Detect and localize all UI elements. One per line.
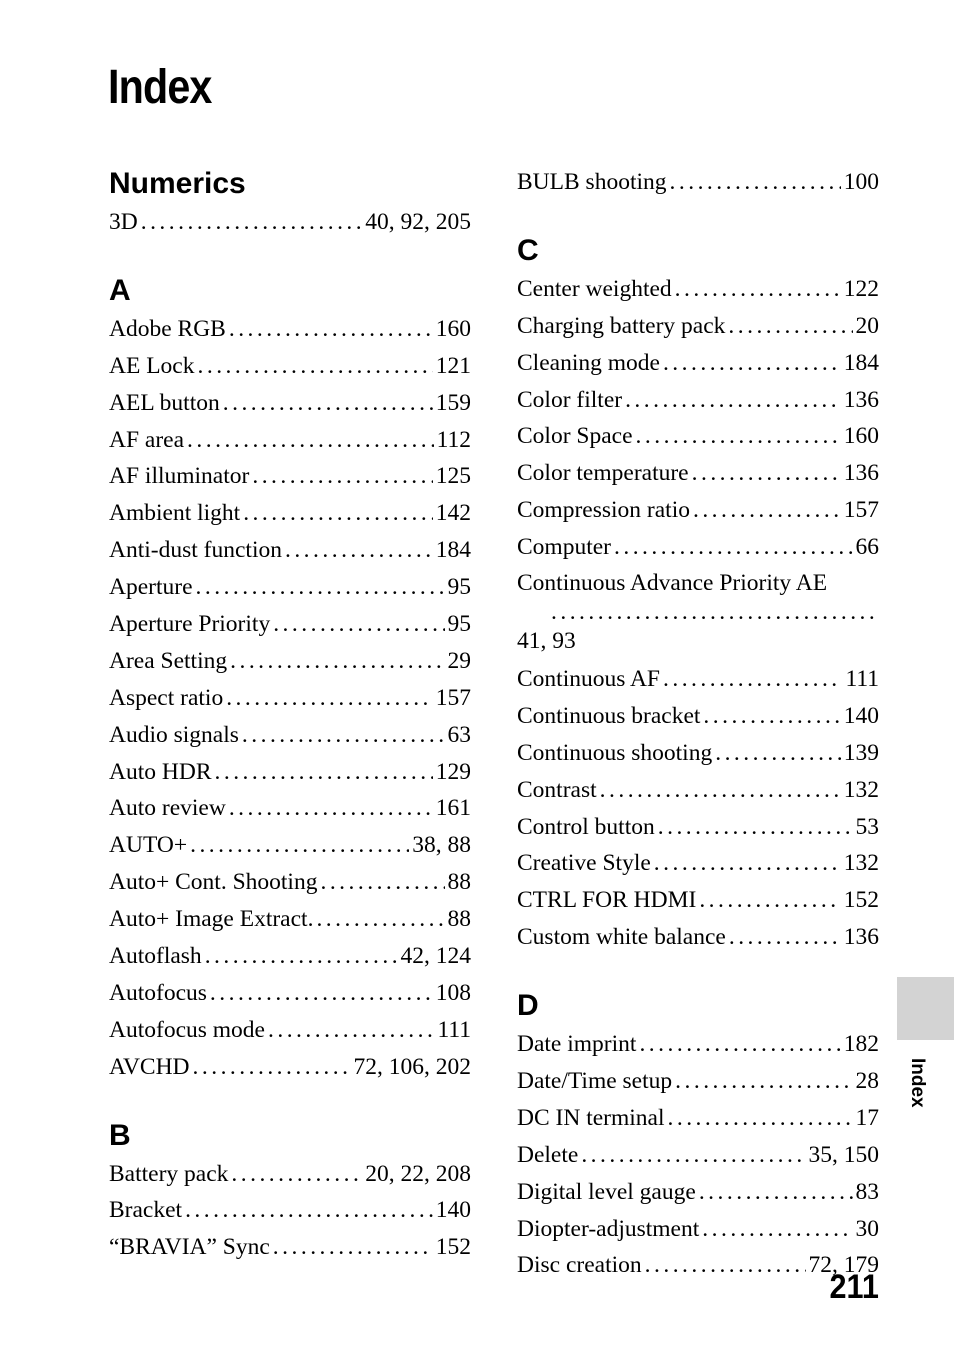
dot-leader (268, 1012, 434, 1049)
index-entry (109, 864, 471, 901)
index-entry-pages: 66 (855, 534, 879, 561)
section-heading-b: B (109, 1118, 131, 1152)
index-entry (109, 1192, 471, 1229)
dot-leader (230, 643, 444, 680)
dot-leader (205, 938, 398, 975)
index-entry-term: Autoflash (109, 943, 202, 970)
index-entry-term: Date imprint (517, 1031, 637, 1058)
dot-leader (693, 492, 841, 529)
index-entry (109, 606, 471, 643)
index-entry-pages: 20, 22, 208 (365, 1160, 471, 1187)
index-entry-term: Continuous Advance Priority AE (517, 570, 828, 597)
index-entry-term: Digital level gauge (517, 1178, 696, 1205)
index-entry-pages: 53 (855, 813, 879, 840)
dot-leader (581, 1137, 805, 1174)
dot-leader (231, 1156, 362, 1193)
section-b-continued-entries (517, 164, 879, 201)
index-entry-pages: 95 (447, 611, 471, 638)
index-entry-pages: 136 (843, 460, 879, 487)
dot-leader (285, 532, 433, 569)
index-entry (109, 1049, 471, 1086)
index-entry (517, 661, 879, 698)
index-entry (517, 455, 879, 492)
index-entry (517, 698, 879, 735)
index-entry (109, 458, 471, 495)
index-entry (109, 827, 471, 864)
index-entry-pages: 88 (447, 906, 471, 933)
dot-leader (196, 569, 445, 606)
index-entry (109, 901, 471, 938)
index-entry (517, 772, 879, 809)
index-entry (109, 938, 471, 975)
index-entry-pages: 152 (843, 887, 879, 914)
page-title: Index (108, 61, 212, 114)
index-entry-pages: 111 (845, 666, 879, 693)
page-number: 211 (829, 1268, 879, 1306)
dot-leader (193, 1049, 351, 1086)
dot-leader (675, 1063, 852, 1100)
dot-leader (639, 1026, 840, 1063)
index-entry (109, 790, 471, 827)
index-entry-pages: 157 (843, 497, 879, 524)
dot-leader (668, 1100, 853, 1137)
index-entry-pages: 83 (855, 1178, 879, 1205)
index-entry-term: 3D (109, 209, 138, 235)
index-entry-pages: 111 (437, 1016, 471, 1043)
index-entry (517, 882, 879, 919)
index-entry (517, 1211, 879, 1248)
section-heading-c: C (517, 233, 539, 267)
index-entry (517, 345, 879, 382)
index-entry (517, 1174, 879, 1211)
index-entry-pages: 136 (843, 924, 879, 951)
index-entry-term: AUTO+ (109, 832, 188, 859)
index-entry-term: AF illuminator (109, 463, 250, 490)
index-entry-term: Auto+ Image Extract. (109, 906, 314, 933)
index-entry-term: Control button (517, 813, 655, 840)
dot-leader (663, 345, 841, 382)
index-entry (517, 809, 879, 846)
index-thumb-tab (897, 977, 954, 1040)
index-entry-pages: 159 (435, 389, 471, 416)
index-entry-pages: 132 (843, 776, 879, 803)
index-entry-pages: 72, 106, 202 (353, 1053, 471, 1080)
index-entry (109, 348, 471, 385)
index-column-left (109, 164, 471, 1266)
index-entry-pages: 140 (435, 1197, 471, 1224)
dot-leader (198, 348, 433, 385)
index-entry-term: Aspect ratio (109, 684, 224, 711)
index-entry-term: AF area (109, 426, 185, 453)
index-entry (109, 717, 471, 754)
index-entry (109, 680, 471, 717)
index-entry (517, 1137, 879, 1174)
index-entry-pages: 38, 88 (412, 832, 471, 859)
index-entry (517, 308, 879, 345)
index-entry-pages: 88 (447, 869, 471, 896)
dot-leader (185, 1192, 433, 1229)
index-entry-term: Ambient light (109, 500, 241, 527)
dot-leader (702, 1211, 852, 1248)
dot-leader (215, 754, 433, 791)
index-entry-pages: 182 (843, 1031, 879, 1058)
index-entry-pages: 140 (843, 702, 879, 729)
dot-leader (229, 311, 433, 348)
section-a-entries (109, 311, 471, 1086)
index-entry-pages: 184 (435, 537, 471, 564)
dot-leader (229, 790, 433, 827)
dot-leader (141, 204, 363, 241)
index-entry (517, 1100, 879, 1137)
index-entry-pages: 132 (843, 850, 879, 877)
dot-leader (226, 680, 433, 717)
index-entry-term: Auto review (109, 795, 226, 822)
index-entry-term: Color temperature (517, 460, 689, 487)
index-entry (109, 422, 471, 459)
index-entry-pages: 184 (843, 349, 879, 376)
index-entry-pages: 28 (855, 1068, 879, 1095)
index-entry-term: Delete (517, 1141, 579, 1168)
index-entry (517, 919, 879, 956)
section-b-entries (109, 1156, 471, 1267)
index-entry-term: Custom white balance (517, 924, 726, 951)
index-entry-pages: 125 (435, 463, 471, 490)
dot-leader (223, 385, 433, 422)
index-entry (109, 1229, 471, 1266)
index-entry-term: Contrast (517, 776, 597, 803)
index-entry-pages: 139 (843, 739, 879, 766)
index-entry-pages: 40, 92, 205 (365, 209, 471, 235)
dot-leader (316, 901, 444, 938)
section-heading-numerics: Numerics (109, 167, 246, 200)
index-entry (109, 1156, 471, 1193)
index-entry (517, 1026, 879, 1063)
index-entry (517, 492, 879, 529)
index-entry-term: Continuous AF (517, 666, 660, 693)
dot-leader (273, 606, 444, 643)
dot-leader (729, 919, 841, 956)
section-heading-d: D (517, 989, 539, 1023)
index-entry-pages: 20 (855, 312, 879, 339)
dot-leader (190, 827, 409, 864)
dot-leader (645, 1247, 806, 1284)
index-entry-term: Creative Style (517, 850, 651, 877)
index-entry-term: Cleaning mode (517, 349, 660, 376)
dot-leader (728, 308, 852, 345)
index-entry-pages: 35, 150 (808, 1141, 879, 1168)
index-entry (109, 311, 471, 348)
index-entry-term: AVCHD (109, 1053, 190, 1080)
index-entry-pages: 41, 93 (517, 628, 576, 655)
index-entry-pages: 108 (435, 979, 471, 1006)
index-entry (109, 643, 471, 680)
index-entry-term: Audio signals (109, 721, 239, 748)
dot-leader (551, 598, 876, 627)
index-entry-term: DC IN terminal (517, 1104, 665, 1131)
section-d-entries (517, 1026, 879, 1284)
index-entry-term: Charging battery pack (517, 312, 726, 339)
index-entry-pages: 100 (843, 169, 879, 195)
index-entry-term: BULB shooting (517, 169, 667, 195)
index-entry (109, 495, 471, 532)
index-entry (517, 845, 879, 882)
index-entry (109, 569, 471, 606)
dot-leader (699, 882, 840, 919)
dot-leader (242, 717, 445, 754)
index-entry-term: Center weighted (517, 275, 672, 302)
index-entry (517, 1063, 879, 1100)
index-entry (517, 529, 879, 566)
index-entry-term: Autofocus mode (109, 1016, 265, 1043)
index-entry-pages: 152 (435, 1234, 471, 1261)
index-entry-pages: 161 (435, 795, 471, 822)
index-entry (109, 532, 471, 569)
index-entry (517, 382, 879, 419)
index-entry-term: Anti-dust function (109, 537, 282, 564)
index-entry-pages: 63 (447, 721, 471, 748)
dot-leader (654, 845, 841, 882)
dot-leader (663, 661, 842, 698)
dot-leader (670, 164, 841, 201)
index-entry-term: Color Space (517, 423, 633, 450)
index-entry-term: Continuous shooting (517, 739, 713, 766)
index-entry-term: Auto+ Cont. Shooting (109, 869, 318, 896)
index-entry-term: Aperture (109, 574, 193, 601)
index-entry-pages: 121 (435, 352, 471, 379)
index-entry-pages: 160 (843, 423, 879, 450)
index-entry (109, 1012, 471, 1049)
dot-leader (320, 864, 444, 901)
dot-leader (699, 1174, 853, 1211)
index-entry-term: Aperture Priority (109, 611, 271, 638)
dot-leader (252, 458, 432, 495)
index-entry (109, 754, 471, 791)
index-entry-pages: 30 (855, 1215, 879, 1242)
dot-leader (715, 735, 841, 772)
index-entry (517, 164, 879, 201)
index-entry-pages: 95 (447, 574, 471, 601)
index-entry (109, 975, 471, 1012)
dot-leader (636, 418, 841, 455)
index-entry-pages: 129 (435, 758, 471, 785)
section-heading-a: A (109, 273, 131, 307)
dot-leader (273, 1229, 433, 1266)
dot-leader (703, 698, 840, 735)
index-entry-term: “BRAVIA” Sync (109, 1234, 270, 1261)
section-c-entries (517, 271, 879, 956)
index-entry-pages: 29 (447, 647, 471, 674)
index-entry-term: Bracket (109, 1197, 183, 1224)
index-entry-term: Disc creation (517, 1252, 642, 1279)
dot-leader (187, 422, 434, 459)
index-entry-pages: 142 (435, 500, 471, 527)
index-entry-pages: 160 (435, 315, 471, 342)
index-entry (517, 735, 879, 772)
index-entry-pages: 136 (843, 386, 879, 413)
dot-leader (658, 809, 853, 846)
index-entry-term: Compression ratio (517, 497, 690, 524)
index-entry-term: Area Setting (109, 647, 228, 674)
index-entry-term: Adobe RGB (109, 315, 226, 342)
dot-leader (675, 271, 841, 308)
index-entry-term: AE Lock (109, 352, 195, 379)
dot-leader (625, 382, 841, 419)
index-entry-term: Autofocus (109, 979, 207, 1006)
dot-leader (600, 772, 841, 809)
index-entry-pages: 122 (843, 275, 879, 302)
index-entry (517, 271, 879, 308)
index-entry (517, 1247, 879, 1284)
index-entry (109, 204, 471, 241)
section-numerics-entries (109, 204, 471, 241)
dot-leader (692, 455, 841, 492)
side-index-label: Index (907, 1058, 928, 1108)
dot-leader (614, 529, 853, 566)
dot-leader (210, 975, 433, 1012)
index-entry-pages: 112 (436, 426, 471, 453)
index-entry-pages: 17 (855, 1104, 879, 1131)
index-entry-term: Diopter-adjustment (517, 1215, 700, 1242)
index-entry-term: Auto HDR (109, 758, 212, 785)
index-entry-term: Continuous bracket (517, 702, 701, 729)
index-column-right (517, 164, 879, 1284)
index-entry-term: Color filter (517, 386, 623, 413)
index-entry (109, 385, 471, 422)
index-entry-pages: 157 (435, 684, 471, 711)
index-entry (517, 418, 879, 455)
index-entry-term: Computer (517, 534, 611, 561)
index-entry-pages: 72, 179 (808, 1252, 879, 1279)
index-entry-term: Battery pack (109, 1160, 229, 1187)
index-entry-term: AEL button (109, 389, 220, 416)
dot-leader (243, 495, 433, 532)
index-entry-pages: 42, 124 (400, 943, 471, 970)
index-entry-term: Date/Time setup (517, 1068, 673, 1095)
index-entry-term: CTRL FOR HDMI (517, 887, 697, 914)
index-entry (517, 566, 879, 661)
